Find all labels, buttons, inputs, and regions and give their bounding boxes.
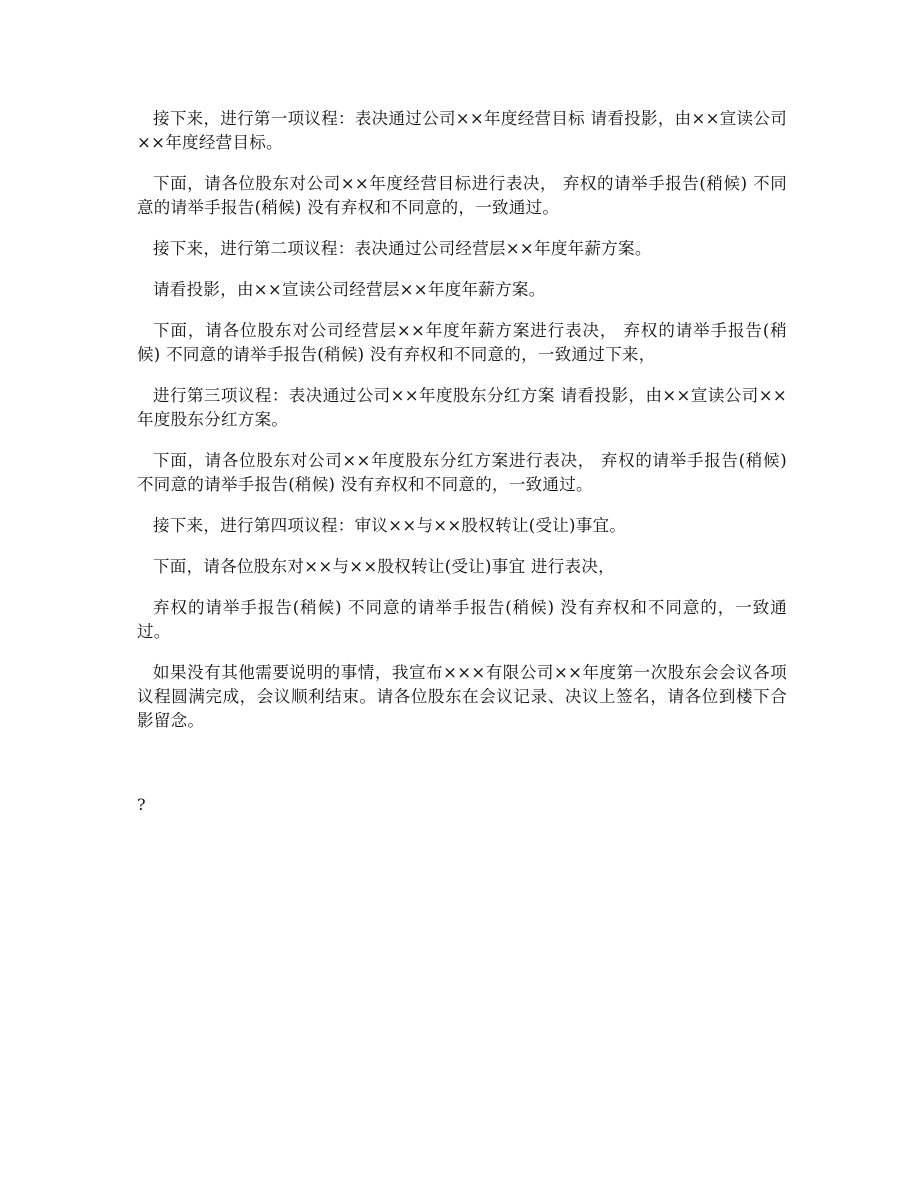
paragraph-vote-1: 下面，请各位股东对公司××年度经营目标进行表决， 弃权的请举手报告(稍候) 不同意的请举手报告(稍候) 没有弃权和不同意的，一致通过。: [137, 174, 787, 217]
document-body: [137, 107, 787, 750]
paragraph-agenda-3: 进行第三项议程：表决通过公司××年度股东分红方案 请看投影，由××宣读公司××年度股东分红方案。: [137, 386, 787, 429]
paragraph-vote-4-intro: 下面，请各位股东对××与××股权转让(受让)事宜 进行表决，: [153, 557, 615, 576]
paragraph-closing: 如果没有其他需要说明的事情，我宣布×××有限公司××年度第一次股东会会议各项议程圆满完成，会议顺利结束。请各位股东在会议记录、决议上签名，请各位到楼下合影留念。: [137, 663, 787, 730]
paragraph-agenda-1: 接下来，进行第一项议程：表决通过公司××年度经营目标 请看投影，由××宣读公司××年度经营目标。: [137, 109, 787, 152]
paragraph-agenda-2: 接下来，进行第二项议程：表决通过公司经营层××年度年薪方案。: [153, 239, 652, 258]
paragraph-vote-2: 下面，请各位股东对公司经营层××年度年薪方案进行表决， 弃权的请举手报告(稍候) 不同意的请举手报告(稍候) 没有弃权和不同意的，一致通过下来，: [137, 321, 787, 364]
paragraph-agenda-4: 接下来，进行第四项议程：审议××与××股权转让(受让)事宜。: [153, 516, 627, 535]
paragraph-vote-3: 下面，请各位股东对公司××年度股东分红方案进行表决， 弃权的请举手报告(稍候) 不同意的请举手报告(稍候) 没有弃权和不同意的，一致通过。: [137, 451, 787, 494]
trailing-question-mark: ?: [137, 795, 146, 814]
paragraph-projection-2: 请看投影，由××宣读公司经营层××年度年薪方案。: [153, 280, 546, 299]
paragraph-vote-4-result: 弃权的请举手报告(稍候) 不同意的请举手报告(稍候) 没有弃权和不同意的，一致通过。: [137, 598, 787, 641]
